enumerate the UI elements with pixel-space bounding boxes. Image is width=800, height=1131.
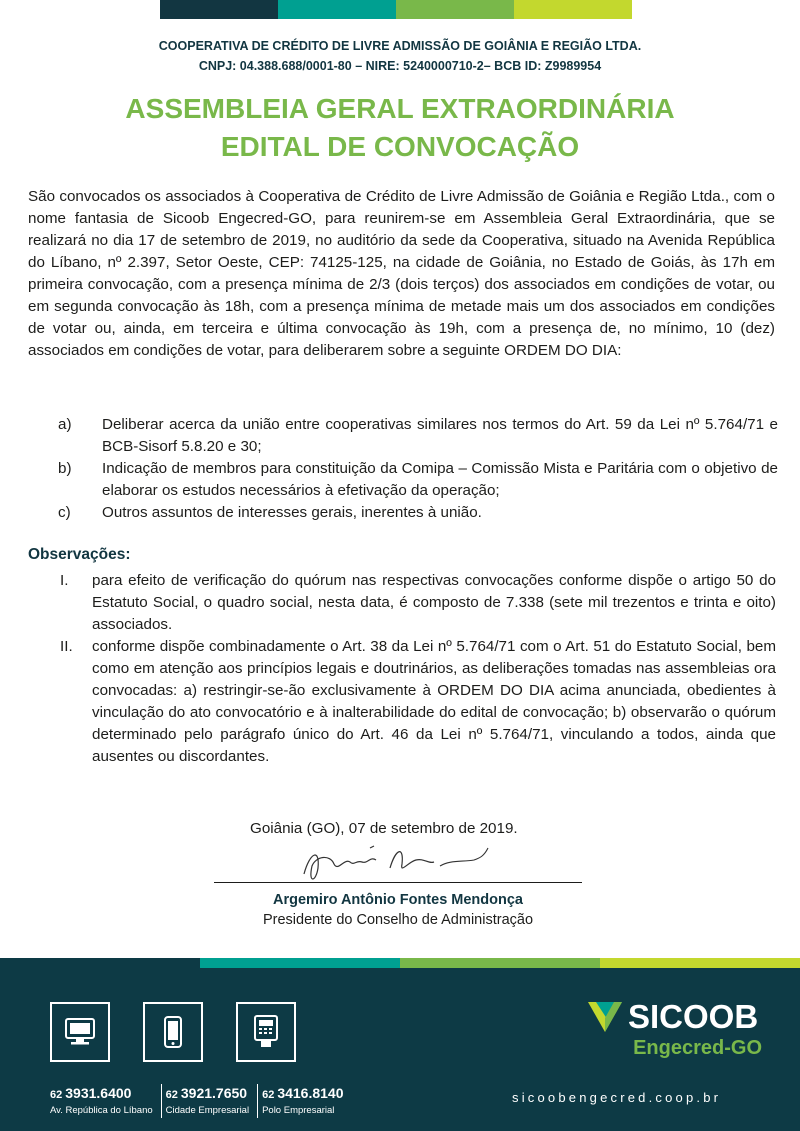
bar-segment-teal xyxy=(278,0,396,19)
observation-text: para efeito de verificação do quórum nas respectivas convocações conforme dispõe o artigo 50 do Estatuto Social, o quadro social, nesta data, é composto de 7.338 (sete mil trezentos e trinta e oito) associados. xyxy=(92,572,776,633)
observations-list xyxy=(60,570,776,768)
signer-role: Presidente do Conselho de Administração xyxy=(262,912,534,928)
agenda-marker: b) xyxy=(58,460,72,477)
website-link[interactable]: sicoobengecred.coop.br xyxy=(512,1090,722,1105)
observation-marker: II. xyxy=(60,638,73,655)
mobile-icon xyxy=(143,1002,203,1062)
phone-entry xyxy=(161,1084,257,1118)
bar-segment-lime xyxy=(514,0,632,19)
observation-item xyxy=(60,570,776,636)
agenda-text: Indicação de membros para constituição da Comipa – Comissão Mista e Paritária com o objetivo de elaborar os estudos necessários à efetivação da operação; xyxy=(102,460,778,499)
title-line-1: ASSEMBLEIA GERAL EXTRAORDINÁRIA xyxy=(125,93,675,124)
intro-paragraph: São convocados os associados à Cooperativa de Crédito de Livre Admissão de Goiânia e Região Ltda., com o nome fantasia de Sicoob Engecred-GO, para reunirem-se em Assembleia Geral Extraordinária, que se realizará no dia 17 de setembro de 2019, no auditório da sede da Cooperativa, situado na Avenida República do Líbano, nº 2.397, Setor Oeste, CEP: 74125-125, na cidade de Goiânia, no Estado de Goiás, às 17h em primeira convocação, com a presença mínima de 2/3 (dois terços) dos associados em condições de votar, ou em segunda convocação às 18h, com a presença mínima de metade mais um dos associados em condições de votar ou, ainda, em terceira e última convocação às 19h, com a presença de, no mínimo, 10 (dez) associados em condições de votar, para deliberarem sobre a seguinte ORDEM DO DIA: xyxy=(28,188,775,359)
computer-icon xyxy=(50,1002,110,1062)
agenda-marker: c) xyxy=(58,504,71,521)
sicoob-logo xyxy=(586,992,766,1062)
agenda-item xyxy=(58,502,778,524)
agenda-marker: a) xyxy=(58,416,72,433)
handwritten-signature xyxy=(290,838,510,886)
observations-heading: Observações: xyxy=(28,546,131,563)
agenda-text: Outros assuntos de interesses gerais, inerentes à união. xyxy=(102,504,482,521)
footbar-segment-teal xyxy=(200,958,400,968)
agenda-text: Deliberar acerca da união entre cooperativas similares nos termos do Art. 59 da Lei nº 5.764/71 e BCB-Sisorf 5.8.20 e 30; xyxy=(102,416,778,455)
bar-segment-dark xyxy=(160,0,278,19)
atm-icon xyxy=(236,1002,296,1062)
phone-number: 3416.8140 xyxy=(277,1085,344,1101)
agenda-item xyxy=(58,458,778,502)
phone-ddd: 62 xyxy=(50,1089,63,1101)
org-name: COOPERATIVA DE CRÉDITO DE LIVRE ADMISSÃO DE GOIÂNIA E REGIÃO LTDA. xyxy=(158,39,642,53)
phone-entry xyxy=(257,1084,351,1118)
phone-address: Cidade Empresarial xyxy=(165,1105,250,1116)
logo-brand-text: SICOOB xyxy=(628,998,759,1035)
observation-item xyxy=(60,636,776,768)
agenda-item xyxy=(58,414,778,458)
phone-number: 3921.7650 xyxy=(180,1085,248,1101)
top-color-bar xyxy=(160,0,632,19)
footbar-segment-dark xyxy=(0,958,200,968)
footbar-segment-lime xyxy=(600,958,800,968)
footbar-segment-green xyxy=(400,958,600,968)
footer-color-bar xyxy=(0,958,800,968)
signature-line xyxy=(214,882,582,883)
phone-address: Polo Empresarial xyxy=(262,1105,335,1116)
footer xyxy=(0,958,800,1131)
phone-ddd: 62 xyxy=(262,1089,275,1101)
phone-address: Av. República do Líbano xyxy=(50,1105,153,1116)
logo-unit-text: Engecred-GO xyxy=(633,1037,762,1059)
observation-text: conforme dispõe combinadamente o Art. 38 da Lei nº 5.764/71 com o Art. 51 do Estatuto Social, bem como em atenção aos princípios legais e doutrinários, as deliberações tomadas nas assembleias ora convocadas: a) restringir-se-ão exclusivamente à ORDEM DO DIA acima anunciada, obedientes à vinculação do ato convocatório e à inalterabilidade do edital de convocação; b) observarão o quórum determinado pelo parágrafo único do Art. 46 da Lei nº 5.764/71, vinculando a todos, ainda que ausentes ou discordantes. xyxy=(92,638,776,765)
phone-ddd: 62 xyxy=(165,1089,178,1101)
bar-segment-green xyxy=(396,0,514,19)
phone-list xyxy=(50,1084,352,1118)
phone-number: 3931.6400 xyxy=(65,1085,132,1101)
agenda-list xyxy=(58,414,778,524)
title-line-2: EDITAL DE CONVOCAÇÃO xyxy=(220,131,580,162)
org-ids: CNPJ: 04.388.688/0001-80 – NIRE: 5240000710-2– BCB ID: Z9989954 xyxy=(198,59,602,73)
org-header xyxy=(0,36,800,76)
signer-name: Argemiro Antônio Fontes Mendonça xyxy=(273,892,523,908)
document-title xyxy=(0,90,800,166)
observation-marker: I. xyxy=(60,572,69,589)
phone-entry xyxy=(50,1084,161,1118)
place-date: Goiânia (GO), 07 de setembro de 2019. xyxy=(250,820,518,837)
